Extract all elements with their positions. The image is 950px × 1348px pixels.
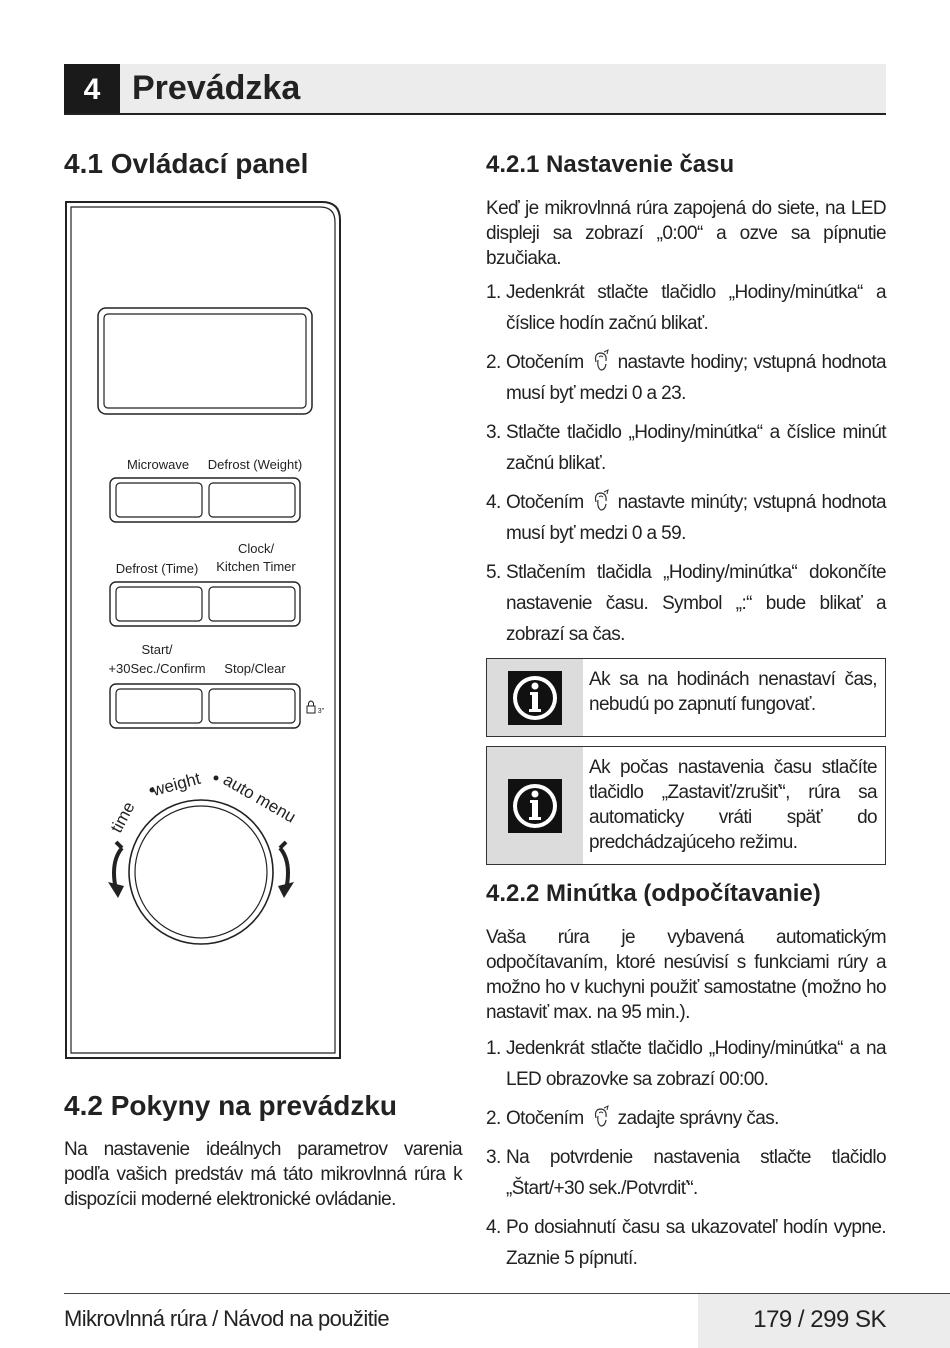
- defrost-weight-button-label: Defrost (Weight): [207, 457, 303, 472]
- section-421-intro: Keď je mikrovlnná rúra zapojená do siete, na LED displeji sa zobrazí „0:00“ a ozve sa pípnutie bzučiaka.: [486, 198, 886, 269]
- section-421-heading: 4.2.1 Nastavenie času: [486, 151, 735, 178]
- info-text-2: Ak počas nastavenia času stlačíte tlačidlo „Zastaviť/zrušiť“, rúra sa automaticky vráti späť do predchádzajúceho režimu.: [589, 757, 877, 853]
- section-42-text: Na nastavenie ideálnych parametrov varenia podľa vašich predstáv má táto mikrovlnná rúra k dispozícii moderné elektronické ovládanie.: [64, 1139, 462, 1210]
- section-422-intro: Vaša rúra je vybavená automatickým odpočítavaním, ktoré nesúvisí s funkciami rúry a možno ho v kuchyni použiť samostatne (možno ho nastaviť max. na 95 min.).: [486, 927, 886, 1023]
- dial-word-time: time: [106, 798, 139, 836]
- chapter-title: Prevádzka: [132, 69, 301, 107]
- dial-word-auto: auto menu: [220, 770, 300, 827]
- microwave-button-label: Microwave: [126, 457, 190, 472]
- knob-turn-icon: [588, 488, 614, 516]
- knob-turn-icon: [588, 1104, 614, 1132]
- section-422-heading: 4.2.2 Minútka (odpočítavanie): [486, 880, 821, 907]
- list-item: 1. Jedenkrát stlačte tlačidlo „Hodiny/minútka“ a číslice hodín začnú blikať.: [486, 282, 886, 334]
- info-box-2: [486, 746, 886, 865]
- lock-mark: 3": [317, 708, 325, 715]
- start-button-label-2: +30Sec./Confirm: [108, 661, 206, 676]
- list-item: 2. Otočením nastavte hodiny; vstupná hodnota musí byť medzi 0 a 23.: [486, 347, 886, 409]
- list-item: 5. Stlačením tlačidla „Hodiny/minútka“ dokončíte nastavenie času. Symbol „:“ bude blikať a zobrazí sa čas.: [486, 562, 886, 645]
- info-text-1: Ak sa na hodinách nenastaví čas, nebudú po zapnutí fungovať.: [589, 669, 877, 715]
- list-item: 1. Jedenkrát stlačte tlačidlo „Hodiny/minútka“ a na LED obrazovke sa zobrazí 00:00.: [486, 1038, 886, 1090]
- clock-button-label-2: Kitchen Timer: [216, 559, 296, 574]
- clock-button-label-1: Clock/: [237, 541, 275, 556]
- chapter-number: 4: [64, 64, 120, 113]
- stop-button-label: Stop/Clear: [224, 661, 286, 676]
- section-422-steps: [486, 1033, 886, 1282]
- knob-turn-icon: [588, 348, 614, 376]
- footer-page-box: [698, 1294, 950, 1348]
- defrost-time-button-label: Defrost (Time): [115, 561, 199, 576]
- info-icon: [506, 669, 564, 727]
- dial-word-weight: weight: [150, 768, 203, 800]
- section-42-heading: 4.2 Pokyny na prevádzku: [64, 1090, 398, 1121]
- section-421-steps: [486, 277, 886, 658]
- list-item: 3. Na potvrdenie nastavenia stlačte tlačidlo „Štart/+30 sek./Potvrdiť“.: [486, 1147, 886, 1199]
- list-item: 2. Otočením zadajte správny čas.: [486, 1103, 886, 1134]
- chapter-header: [64, 64, 886, 115]
- page-number: 179 / 299 SK: [753, 1306, 886, 1333]
- control-panel-diagram: [64, 200, 344, 1062]
- list-item: 4. Po dosiahnutí času sa ukazovateľ hodín vypne. Zaznie 5 pípnutí.: [486, 1217, 886, 1269]
- start-button-label-1: Start/: [141, 642, 173, 657]
- info-box-1: [486, 658, 886, 737]
- section-41-heading: 4.1 Ovládací panel: [64, 148, 309, 179]
- list-item: 3. Stlačte tlačidlo „Hodiny/minútka“ a číslice minút začnú blikať.: [486, 422, 886, 474]
- footer-document-title: Mikrovlnná rúra / Návod na použitie: [64, 1306, 390, 1331]
- list-item: 4. Otočením nastavte minúty; vstupná hodnota musí byť medzi 0 a 59.: [486, 487, 886, 549]
- info-icon: [506, 777, 564, 835]
